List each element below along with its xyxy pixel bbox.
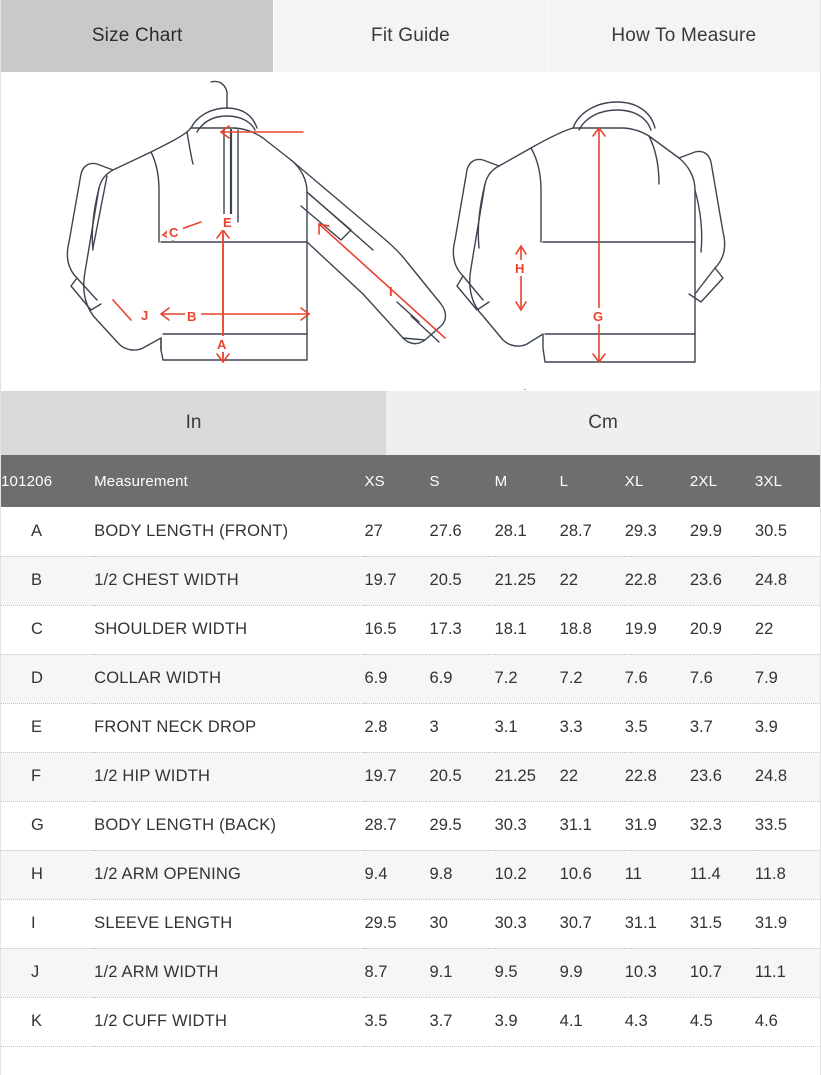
row-measurement: 1/2 ARM WIDTH	[94, 948, 364, 997]
row-value-2xl: 32.3	[690, 801, 755, 850]
row-measurement: FRONT NECK DROP	[94, 703, 364, 752]
label-A: A	[217, 337, 227, 352]
label-C: C	[169, 225, 179, 240]
row-value-s: 9.1	[430, 948, 495, 997]
row-value-xs: 19.7	[364, 556, 429, 605]
label-E: E	[223, 215, 232, 230]
row-code: J	[1, 948, 94, 997]
row-value-3xl: 31.9	[755, 899, 820, 948]
row-measurement: 1/2 HIP WIDTH	[94, 752, 364, 801]
header-measurement: Measurement	[94, 455, 364, 507]
row-value-l: 9.9	[560, 948, 625, 997]
row-value-xs: 6.9	[364, 654, 429, 703]
size-chart-body	[1, 507, 820, 1046]
row-value-s: 20.5	[430, 556, 495, 605]
header-size-xs: XS	[364, 455, 429, 507]
row-value-xl: 11	[625, 850, 690, 899]
tab-how-to-measure[interactable]	[548, 0, 820, 72]
label-H: H	[515, 261, 525, 276]
table-row	[1, 703, 820, 752]
row-measurement: 1/2 ARM OPENING	[94, 850, 364, 899]
row-value-m: 9.5	[495, 948, 560, 997]
row-value-s: 27.6	[430, 507, 495, 556]
row-value-2xl: 3.7	[690, 703, 755, 752]
row-value-2xl: 23.6	[690, 556, 755, 605]
row-value-l: 3.3	[560, 703, 625, 752]
header-style-code: 101206	[1, 455, 94, 507]
row-value-3xl: 11.8	[755, 850, 820, 899]
header-size-xl: XL	[625, 455, 690, 507]
unit-tab-centimeters[interactable]	[386, 391, 820, 455]
header-size-2xl: 2XL	[690, 455, 755, 507]
row-value-m: 3.9	[495, 997, 560, 1046]
garment-diagram-svg	[1, 72, 821, 390]
row-value-xl: 19.9	[625, 605, 690, 654]
row-value-xs: 2.8	[364, 703, 429, 752]
row-measurement: COLLAR WIDTH	[94, 654, 364, 703]
row-measurement: SLEEVE LENGTH	[94, 899, 364, 948]
row-value-3xl: 24.8	[755, 752, 820, 801]
row-code: C	[1, 605, 94, 654]
row-value-m: 3.1	[495, 703, 560, 752]
row-code: E	[1, 703, 94, 752]
row-value-xl: 10.3	[625, 948, 690, 997]
row-value-3xl: 4.6	[755, 997, 820, 1046]
row-value-s: 30	[430, 899, 495, 948]
row-value-2xl: 7.6	[690, 654, 755, 703]
unit-cm-label: Cm	[588, 412, 618, 433]
label-G: G	[593, 309, 604, 324]
row-value-m: 30.3	[495, 899, 560, 948]
row-value-l: 10.6	[560, 850, 625, 899]
row-value-3xl: 3.9	[755, 703, 820, 752]
row-value-l: 7.2	[560, 654, 625, 703]
row-value-xl: 7.6	[625, 654, 690, 703]
row-value-3xl: 30.5	[755, 507, 820, 556]
row-value-m: 7.2	[495, 654, 560, 703]
row-value-s: 20.5	[430, 752, 495, 801]
row-code: I	[1, 899, 94, 948]
tab-how-to-measure-label: How To Measure	[611, 25, 757, 46]
row-value-3xl: 11.1	[755, 948, 820, 997]
garment-illustration	[1, 72, 820, 390]
table-row	[1, 801, 820, 850]
label-B: B	[187, 309, 197, 324]
row-code: D	[1, 654, 94, 703]
tab-fit-guide[interactable]	[274, 0, 547, 72]
row-value-3xl: 22	[755, 605, 820, 654]
tab-size-chart-label: Size Chart	[91, 25, 183, 46]
row-value-m: 21.25	[495, 752, 560, 801]
table-row	[1, 899, 820, 948]
row-measurement: 1/2 CUFF WIDTH	[94, 997, 364, 1046]
label-J: J	[141, 308, 149, 323]
row-code: G	[1, 801, 94, 850]
table-row	[1, 752, 820, 801]
size-chart-table	[1, 455, 820, 1047]
row-value-l: 22	[560, 752, 625, 801]
row-value-3xl: 24.8	[755, 556, 820, 605]
header-size-s: S	[430, 455, 495, 507]
header-size-m: M	[495, 455, 560, 507]
row-value-2xl: 11.4	[690, 850, 755, 899]
row-value-m: 30.3	[495, 801, 560, 850]
row-value-l: 31.1	[560, 801, 625, 850]
row-value-xl: 22.8	[625, 556, 690, 605]
row-value-xs: 28.7	[364, 801, 429, 850]
row-code: F	[1, 752, 94, 801]
row-value-m: 21.25	[495, 556, 560, 605]
table-row	[1, 850, 820, 899]
row-value-s: 3.7	[430, 997, 495, 1046]
row-value-2xl: 29.9	[690, 507, 755, 556]
row-value-xl: 31.9	[625, 801, 690, 850]
row-value-xl: 4.3	[625, 997, 690, 1046]
header-size-l: L	[560, 455, 625, 507]
row-value-2xl: 20.9	[690, 605, 755, 654]
row-value-2xl: 23.6	[690, 752, 755, 801]
row-value-xl: 31.1	[625, 899, 690, 948]
table-row	[1, 605, 820, 654]
table-header-row	[1, 455, 820, 507]
row-code: B	[1, 556, 94, 605]
row-value-l: 28.7	[560, 507, 625, 556]
unit-in-label: In	[185, 412, 202, 433]
row-value-xl: 22.8	[625, 752, 690, 801]
table-row	[1, 997, 820, 1046]
row-measurement: SHOULDER WIDTH	[94, 605, 364, 654]
row-value-s: 17.3	[430, 605, 495, 654]
row-value-l: 30.7	[560, 899, 625, 948]
row-value-2xl: 10.7	[690, 948, 755, 997]
row-value-m: 28.1	[495, 507, 560, 556]
row-value-xl: 3.5	[625, 703, 690, 752]
row-value-3xl: 7.9	[755, 654, 820, 703]
row-value-3xl: 33.5	[755, 801, 820, 850]
row-value-xs: 8.7	[364, 948, 429, 997]
row-value-2xl: 31.5	[690, 899, 755, 948]
row-code: A	[1, 507, 94, 556]
row-value-m: 18.1	[495, 605, 560, 654]
row-value-xs: 9.4	[364, 850, 429, 899]
label-I: I	[389, 284, 393, 299]
tab-size-chart[interactable]	[1, 0, 274, 72]
size-chart-head	[1, 455, 820, 507]
row-measurement: 1/2 CHEST WIDTH	[94, 556, 364, 605]
row-value-xs: 27	[364, 507, 429, 556]
row-code: K	[1, 997, 94, 1046]
tab-bar	[1, 0, 820, 72]
row-value-xl: 29.3	[625, 507, 690, 556]
table-row	[1, 507, 820, 556]
row-value-l: 22	[560, 556, 625, 605]
row-value-l: 18.8	[560, 605, 625, 654]
table-row	[1, 654, 820, 703]
table-row	[1, 948, 820, 997]
row-value-xs: 16.5	[364, 605, 429, 654]
row-value-m: 10.2	[495, 850, 560, 899]
table-row	[1, 556, 820, 605]
row-value-s: 9.8	[430, 850, 495, 899]
row-code: H	[1, 850, 94, 899]
row-value-xs: 3.5	[364, 997, 429, 1046]
row-value-2xl: 4.5	[690, 997, 755, 1046]
row-measurement: BODY LENGTH (FRONT)	[94, 507, 364, 556]
header-size-3xl: 3XL	[755, 455, 820, 507]
row-value-xs: 29.5	[364, 899, 429, 948]
unit-tab-inches[interactable]	[1, 391, 386, 455]
row-value-s: 3	[430, 703, 495, 752]
row-measurement: BODY LENGTH (BACK)	[94, 801, 364, 850]
row-value-l: 4.1	[560, 997, 625, 1046]
tab-fit-guide-label: Fit Guide	[371, 25, 450, 46]
unit-header	[1, 390, 820, 455]
row-value-s: 29.5	[430, 801, 495, 850]
row-value-xs: 19.7	[364, 752, 429, 801]
row-value-s: 6.9	[430, 654, 495, 703]
